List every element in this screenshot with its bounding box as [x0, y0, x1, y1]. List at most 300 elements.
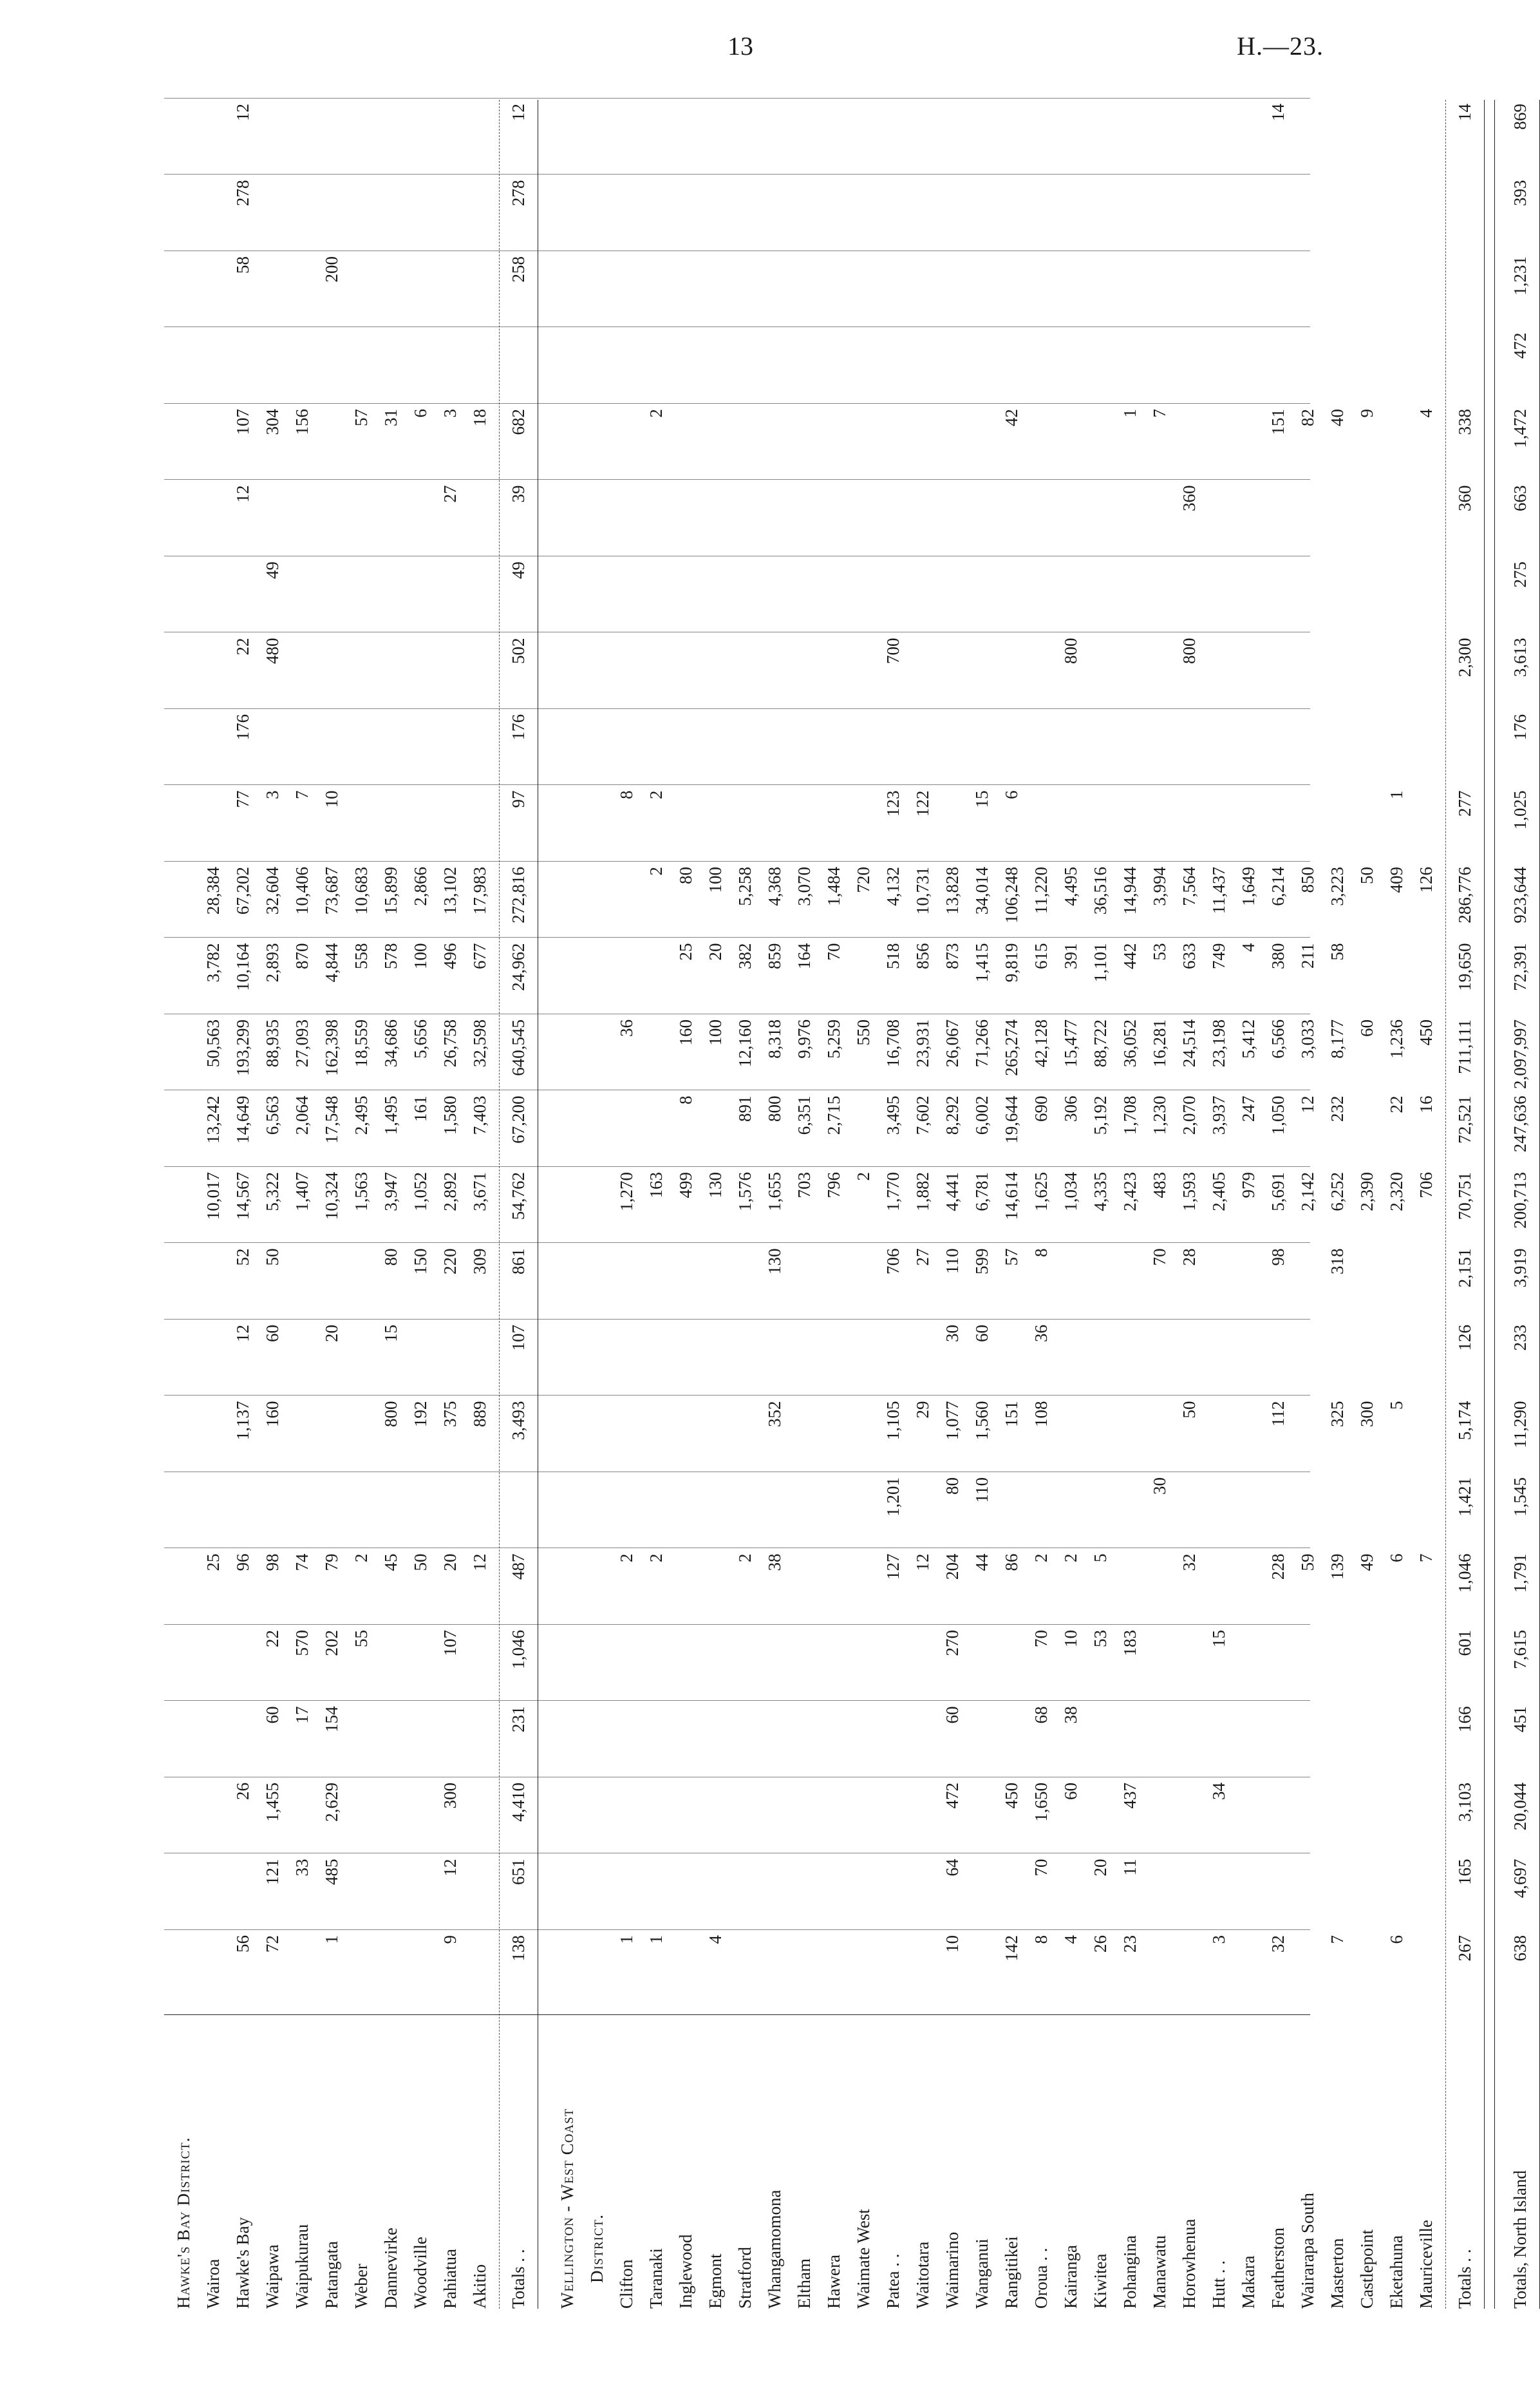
table-cell: 192	[411, 1401, 430, 1427]
table-cell: 18	[470, 409, 489, 426]
table-cell: 375	[440, 1401, 460, 1427]
table-cell: 50	[411, 1553, 430, 1571]
table-cell: 277	[1455, 790, 1474, 817]
table-cell: 36	[617, 1019, 636, 1037]
table-cell: 100	[706, 1019, 725, 1046]
table-cell: 107	[233, 409, 252, 435]
table-cell: 485	[322, 1859, 341, 1885]
table-cell: 97	[509, 790, 528, 808]
table-cell: 164	[794, 943, 814, 969]
row-rule	[1484, 100, 1485, 2309]
table-cell: 360	[1179, 485, 1199, 511]
table-cell: 34,686	[381, 1019, 400, 1068]
table-cell: 163	[646, 1172, 666, 1198]
row-label: Horowhenua	[1179, 2219, 1199, 2309]
table-cell: 1,495	[381, 1095, 400, 1135]
table-cell: 870	[292, 943, 312, 969]
table-cell: 599	[972, 1248, 991, 1274]
table-cell: 176	[233, 714, 252, 741]
table-cell: 889	[470, 1401, 489, 1427]
table-cell: 8	[617, 790, 636, 799]
table-cell: 26	[1091, 1935, 1110, 1953]
table-cell: 2,892	[440, 1172, 460, 1211]
table-cell: 1,046	[1455, 1553, 1474, 1593]
column-rule	[164, 1853, 1310, 1854]
table-cell: 176	[509, 714, 528, 741]
table-row	[1413, 100, 1439, 2309]
table-cell: 8,292	[943, 1095, 962, 1135]
table-cell: 5,174	[1455, 1401, 1474, 1441]
table-cell: 6,781	[972, 1172, 991, 1211]
table-cell: 22	[263, 1630, 282, 1647]
table-cell: 5,412	[1239, 1019, 1258, 1059]
table-cell: 139	[1328, 1553, 1347, 1580]
row-label: Dannevirke	[381, 2228, 400, 2309]
table-cell: 193,299	[233, 1019, 252, 1076]
table-cell: 60	[972, 1325, 991, 1342]
table-cell: 127	[883, 1553, 903, 1580]
table-cell: 6	[1387, 1553, 1406, 1562]
table-cell: 3,947	[381, 1172, 400, 1211]
table-cell: 1,472	[1510, 409, 1530, 448]
table-cell: 34	[1209, 1783, 1228, 1800]
table-cell: 6,566	[1268, 1019, 1288, 1059]
table-cell: 4,441	[943, 1172, 962, 1211]
table-cell: 1,655	[765, 1172, 784, 1211]
table-cell: 437	[1120, 1783, 1140, 1809]
table-cell: 4,410	[509, 1783, 528, 1822]
table-cell: 4,368	[765, 867, 784, 906]
table-row	[1087, 100, 1113, 2309]
table-cell: 272,816	[509, 867, 528, 923]
table-cell: 800	[765, 1095, 784, 1122]
table-cell: 34,014	[972, 867, 991, 915]
table-cell: 2,405	[1209, 1172, 1228, 1211]
table-cell: 49	[263, 562, 282, 579]
table-cell: 1	[646, 1935, 666, 1944]
table-cell: 2	[735, 1553, 755, 1562]
table-cell: 11,220	[1031, 867, 1051, 914]
table-cell: 1,649	[1239, 867, 1258, 906]
table-cell: 1,050	[1268, 1095, 1288, 1135]
table-row	[1354, 100, 1380, 2309]
table-cell: 232	[1328, 1095, 1347, 1122]
table-row	[437, 100, 463, 2309]
table-cell: 5	[1387, 1401, 1406, 1410]
table-cell: 27,093	[292, 1019, 312, 1068]
column-rule	[164, 1166, 1310, 1167]
table-cell: 25	[203, 1553, 223, 1571]
table-cell: 4,697	[1510, 1859, 1530, 1898]
table-cell: 80	[676, 867, 695, 884]
table-cell: 161	[411, 1095, 430, 1122]
table-cell: 67,202	[233, 867, 252, 915]
table-cell: 151	[1002, 1401, 1021, 1427]
table-cell: 13,242	[203, 1095, 223, 1144]
table-cell: 64	[943, 1859, 962, 1877]
row-label: Waipukurau	[292, 2224, 312, 2309]
row-label: Mauriceville	[1416, 2220, 1436, 2309]
table-cell: 10,164	[233, 943, 252, 991]
table-cell: 442	[1120, 943, 1140, 969]
table-cell: 309	[470, 1248, 489, 1274]
table-cell: 7	[1150, 409, 1169, 418]
table-cell: 703	[794, 1172, 814, 1198]
table-cell: 5,259	[824, 1019, 843, 1059]
table-cell: 60	[263, 1706, 282, 1724]
table-cell: 60	[943, 1706, 962, 1724]
table-cell: 1,077	[943, 1401, 962, 1441]
table-cell: 24,514	[1179, 1019, 1199, 1068]
table-cell: 100	[706, 867, 725, 893]
column-rule	[164, 98, 1310, 99]
table-cell: 859	[765, 943, 784, 969]
column-rule	[164, 1319, 1310, 1320]
table-cell: 638	[1510, 1935, 1530, 1962]
table-cell: 1,270	[617, 1172, 636, 1211]
table-cell: 677	[470, 943, 489, 969]
table-cell: 70	[1150, 1248, 1169, 1266]
table-cell: 3,994	[1150, 867, 1169, 906]
table-cell: 68	[1031, 1706, 1051, 1724]
table-cell: 1	[1387, 790, 1406, 799]
table-cell: 300	[1357, 1401, 1376, 1427]
table-cell: 247,636	[1510, 1095, 1530, 1153]
table-cell: 14,567	[233, 1172, 252, 1220]
table-cell: 8	[676, 1095, 695, 1104]
row-label: Hawke's Bay	[233, 2217, 252, 2309]
table-row	[259, 100, 285, 2309]
table-cell: 3,919	[1510, 1248, 1530, 1288]
row-label: Hutt . .	[1209, 2260, 1228, 2309]
row-label: Eketahuna	[1387, 2235, 1406, 2309]
table-cell: 4	[706, 1935, 725, 1944]
table-cell: 1,052	[411, 1172, 430, 1211]
table-cell: 19,650	[1455, 943, 1474, 991]
table-cell: 70	[1031, 1630, 1051, 1647]
table-cell: 300	[440, 1783, 460, 1809]
table-cell: 891	[735, 1095, 755, 1122]
table-cell: 7	[1328, 1935, 1347, 1944]
table-cell: 352	[765, 1401, 784, 1427]
table-cell: 8,318	[765, 1019, 784, 1059]
totals-row	[1507, 100, 1533, 2309]
table-cell: 176	[1510, 714, 1530, 741]
row-label: Waipawa	[263, 2244, 282, 2309]
table-cell: 800	[1061, 638, 1080, 664]
table-cell: 640,545	[509, 1019, 528, 1076]
table-cell: 6	[1387, 1935, 1406, 1944]
table-cell: 360	[1455, 485, 1474, 511]
table-cell: 49	[1357, 1553, 1376, 1571]
table-cell: 1,415	[972, 943, 991, 983]
document-code: H.—23.	[1237, 32, 1324, 61]
table-cell: 861	[509, 1248, 528, 1274]
table-cell: 8	[1031, 1935, 1051, 1944]
table-row	[614, 100, 639, 2309]
table-cell: 19,644	[1002, 1095, 1021, 1144]
table-cell: 4,844	[322, 943, 341, 983]
table-cell: 2,300	[1455, 638, 1474, 677]
table-cell: 3,613	[1510, 638, 1530, 677]
table-cell: 58	[1328, 943, 1347, 961]
table-cell: 77	[233, 790, 252, 808]
row-label: Akitio	[470, 2264, 489, 2309]
section-heading: Wellington - West Coast	[558, 2108, 577, 2309]
table-cell: 2	[1031, 1553, 1051, 1562]
row-label: Kairanga	[1061, 2245, 1080, 2309]
table-cell: 472	[943, 1783, 962, 1809]
table-cell: 42	[1002, 409, 1021, 426]
table-cell: 690	[1031, 1095, 1051, 1122]
table-cell: 3	[440, 409, 460, 418]
table-cell: 1,580	[440, 1095, 460, 1135]
table-row	[939, 100, 965, 2309]
table-cell: 10,406	[292, 867, 312, 915]
table-cell: 550	[854, 1019, 873, 1046]
table-cell: 220	[440, 1248, 460, 1274]
table-cell: 1,137	[233, 1401, 252, 1441]
table-cell: 121	[263, 1859, 282, 1885]
table-cell: 258	[509, 256, 528, 283]
table-cell: 36	[1031, 1325, 1051, 1342]
table-cell: 651	[509, 1859, 528, 1885]
table-cell: 2	[854, 1172, 873, 1181]
table-cell: 5,258	[735, 867, 755, 906]
table-cell: 29	[913, 1401, 932, 1419]
table-cell: 10,683	[352, 867, 371, 915]
table-cell: 1,650	[1031, 1783, 1051, 1822]
column-rule	[164, 1090, 1310, 1091]
row-label: Taranaki	[646, 2248, 666, 2309]
table-cell: 2,423	[1120, 1172, 1140, 1211]
table-cell: 496	[440, 943, 460, 969]
table-cell: 72,391	[1510, 943, 1530, 991]
table-cell: 1	[322, 1935, 341, 1944]
table-cell: 12	[913, 1553, 932, 1571]
table-cell: 20	[706, 943, 725, 961]
table-cell: 1,034	[1061, 1172, 1080, 1211]
table-row	[821, 100, 847, 2309]
table-cell: 17	[292, 1706, 312, 1724]
table-cell: 2	[352, 1553, 371, 1562]
table-cell: 9,976	[794, 1019, 814, 1059]
row-label: Featherston	[1268, 2228, 1288, 2309]
table-cell: 126	[1455, 1325, 1474, 1351]
table-cell: 74	[292, 1553, 312, 1571]
table-cell: 50	[263, 1248, 282, 1266]
row-label: Patangata	[322, 2241, 341, 2309]
table-cell: 409	[1387, 867, 1406, 893]
table-cell: 286,776	[1455, 867, 1474, 923]
table-row	[732, 100, 758, 2309]
row-label: Totals . .	[1455, 2249, 1474, 2309]
table-cell: 57	[352, 409, 371, 426]
table-cell: 23,931	[913, 1019, 932, 1068]
table-cell: 1,576	[735, 1172, 755, 1211]
row-label: Manawatu	[1150, 2235, 1169, 2309]
table-cell: 23	[1120, 1935, 1140, 1953]
table-cell: 20	[440, 1553, 460, 1571]
table-cell: 3,493	[509, 1401, 528, 1441]
table-cell: 11,437	[1209, 867, 1228, 914]
table-cell: 706	[1416, 1172, 1436, 1198]
table-cell: 682	[509, 409, 528, 435]
table-cell: 162,398	[322, 1019, 341, 1076]
table-cell: 32	[1268, 1935, 1288, 1953]
table-cell: 98	[263, 1553, 282, 1571]
table-cell: 107	[509, 1325, 528, 1351]
table-cell: 156	[292, 409, 312, 435]
table-cell: 2,893	[263, 943, 282, 983]
table-cell: 2,064	[292, 1095, 312, 1135]
table-cell: 49	[509, 562, 528, 579]
table-cell: 100	[411, 943, 430, 969]
table-cell: 10	[322, 790, 341, 808]
table-cell: 96	[233, 1553, 252, 1571]
table-cell: 749	[1209, 943, 1228, 969]
table-cell: 247	[1239, 1095, 1258, 1122]
table-cell: 108	[1031, 1401, 1051, 1427]
table-cell: 338	[1455, 409, 1474, 435]
table-cell: 2,070	[1179, 1095, 1199, 1135]
row-label: Waimarino	[943, 2231, 962, 2309]
table-row	[319, 100, 344, 2309]
table-cell: 979	[1239, 1172, 1258, 1198]
table-cell: 472	[1510, 332, 1530, 359]
table-cell: 53	[1091, 1630, 1110, 1647]
table-cell: 231	[509, 1706, 528, 1732]
table-cell: 10	[943, 1935, 962, 1953]
table-cell: 183	[1120, 1630, 1140, 1656]
row-label: Patea . .	[883, 2253, 903, 2309]
table-cell: 578	[381, 943, 400, 969]
table-cell: 1	[1120, 409, 1140, 418]
table-cell: 200,713	[1510, 1172, 1530, 1229]
table-cell: 265,274	[1002, 1019, 1021, 1076]
table-cell: 15	[1209, 1630, 1228, 1647]
table-cell: 2	[617, 1553, 636, 1562]
table-row	[467, 100, 493, 2309]
table-cell: 72,521	[1455, 1095, 1474, 1144]
table-cell: 10,324	[322, 1172, 341, 1220]
table-cell: 601	[1455, 1630, 1474, 1656]
table-cell: 138	[509, 1935, 528, 1962]
row-rule	[499, 100, 500, 2309]
table-cell: 13,828	[943, 867, 962, 915]
table-cell: 38	[1061, 1706, 1080, 1724]
table-cell: 2,097,997	[1510, 1019, 1530, 1089]
table-cell: 28	[1179, 1248, 1199, 1266]
table-row	[1265, 100, 1291, 2309]
row-label: Inglewood	[676, 2234, 695, 2309]
table-cell: 4,495	[1061, 867, 1080, 906]
table-cell: 73,687	[322, 867, 341, 915]
table-cell: 126	[1416, 867, 1436, 893]
table-cell: 72	[263, 1935, 282, 1953]
table-cell: 4	[1416, 409, 1436, 418]
column-rule	[164, 1929, 1310, 1930]
table-cell: 502	[509, 638, 528, 664]
table-cell: 110	[943, 1248, 962, 1274]
table-cell: 278	[233, 180, 252, 206]
table-cell: 720	[854, 867, 873, 893]
table-cell: 15	[972, 790, 991, 808]
table-cell: 228	[1268, 1553, 1288, 1580]
table-cell: 25	[676, 943, 695, 961]
table-cell: 8,177	[1328, 1019, 1347, 1059]
table-cell: 54,762	[509, 1172, 528, 1220]
table-cell: 1,231	[1510, 256, 1530, 296]
column-rule	[164, 1548, 1310, 1549]
table-cell: 27	[440, 485, 460, 503]
table-cell: 869	[1510, 104, 1530, 130]
table-cell: 6	[411, 409, 430, 418]
table-cell: 451	[1510, 1706, 1530, 1732]
table-cell: 14	[1268, 104, 1288, 121]
table-cell: 12	[1298, 1095, 1317, 1113]
table-cell: 1	[617, 1935, 636, 1944]
table-row	[1028, 100, 1054, 2309]
table-cell: 3,103	[1455, 1783, 1474, 1822]
table-cell: 80	[943, 1477, 962, 1495]
table-cell: 3,070	[794, 867, 814, 906]
table-cell: 107	[440, 1630, 460, 1656]
table-cell: 2,390	[1357, 1172, 1376, 1211]
table-cell: 304	[263, 409, 282, 435]
row-rule	[1445, 100, 1447, 2309]
table-cell: 2,495	[352, 1095, 371, 1135]
table-cell: 18,559	[352, 1019, 371, 1068]
statistics-table	[164, 100, 1530, 2309]
table-cell: 480	[263, 638, 282, 664]
table-cell: 1,545	[1510, 1477, 1530, 1517]
table-cell: 5	[1091, 1553, 1110, 1562]
table-cell: 130	[706, 1172, 725, 1198]
column-rule	[164, 2014, 1310, 2015]
row-label: Waimate West	[854, 2209, 873, 2309]
table-cell: 16,708	[883, 1019, 903, 1068]
totals-row	[505, 100, 531, 2309]
table-cell: 5,192	[1091, 1095, 1110, 1135]
table-row	[999, 100, 1024, 2309]
table-cell: 53	[1150, 943, 1169, 961]
row-label: Whangamomona	[765, 2190, 784, 2309]
column-rule	[164, 785, 1310, 786]
table-cell: 16	[1416, 1095, 1436, 1113]
table-cell: 800	[1179, 638, 1199, 664]
table-cell: 275	[1510, 562, 1530, 588]
table-cell: 16,281	[1150, 1019, 1169, 1068]
table-cell: 558	[352, 943, 371, 969]
table-cell: 20	[1091, 1859, 1110, 1877]
table-cell: 12	[470, 1553, 489, 1571]
column-rule	[164, 403, 1310, 404]
row-label: Pahiatua	[440, 2249, 460, 2309]
table-cell: 50	[1179, 1401, 1199, 1419]
table-cell: 5,656	[411, 1019, 430, 1059]
table-cell: 700	[883, 638, 903, 664]
table-cell: 873	[943, 943, 962, 969]
table-row	[1235, 100, 1261, 2309]
table-row	[673, 100, 699, 2309]
table-cell: 70	[1031, 1859, 1051, 1877]
table-cell: 106,248	[1002, 867, 1021, 923]
table-cell: 1,708	[1120, 1095, 1140, 1135]
table-cell: 1,105	[883, 1401, 903, 1441]
table-cell: 393	[1510, 180, 1530, 206]
table-cell: 923,644	[1510, 867, 1530, 923]
